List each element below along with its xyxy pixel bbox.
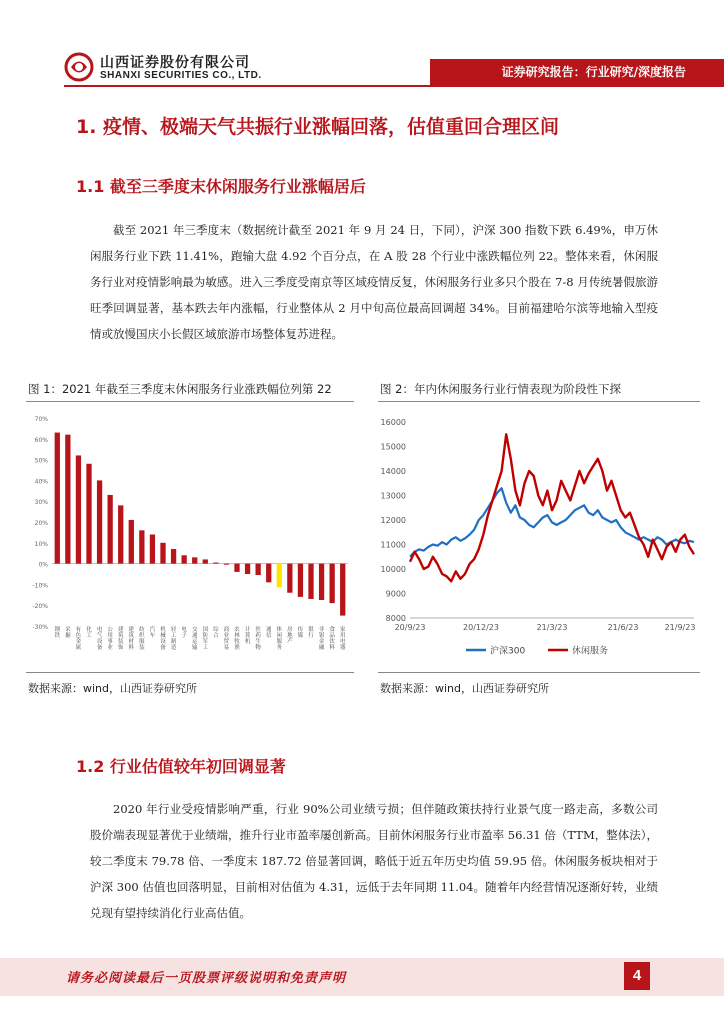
bar — [76, 455, 81, 563]
x-tick-label: 化工 — [86, 627, 92, 639]
x-tick-label: 房地产 — [287, 627, 293, 645]
figure-1-caption: 图 1：2021 年截至三季度末休闲服务行业涨跌幅位列第 22 — [28, 382, 332, 396]
x-tick-label: 机械设备 — [160, 627, 166, 651]
y-tick-label: 60% — [34, 436, 48, 444]
y-tick-label: 10% — [34, 540, 48, 548]
bar — [171, 549, 176, 564]
section-1-title: 1. 疫情、极端天气共振行业涨幅回落，估值重回合理区间 — [76, 116, 560, 138]
x-tick-label: 纺织服装 — [139, 627, 145, 651]
bar — [150, 534, 155, 563]
figure-2-top-rule — [378, 401, 700, 402]
figure-2-bottom-rule — [378, 672, 700, 673]
x-tick-label: 钢铁 — [54, 627, 61, 639]
series-line-leisure — [410, 434, 694, 581]
bar — [245, 564, 250, 574]
bar — [340, 564, 345, 616]
company-name-en: SHANXI SECURITIES CO., LTD. — [100, 70, 262, 81]
y-tick-label: 8000 — [385, 614, 406, 623]
y-tick-label: 10000 — [380, 565, 406, 574]
section-1-2-title: 1.2 行业估值较年初回调显著 — [76, 757, 286, 776]
x-tick-label: 采掘 — [65, 627, 71, 639]
section-1-1-paragraph: 截至 2021 年三季度末（数据统计截至 2021 年 9 月 24 日，下同），沪深 300 指数下跌 6.49%，申万休闲服务行业下跌 11.41%，跑输大盘 4.92 个百分点，在 A 股 28 个行业中涨跌幅位列 22。整体来看，休闲服务行业对疫情影响最为敏感。进入三季度受南京等区域疫情反复，休闲服务行业多只个股在 7-8 月传统暑假旅游旺季回调显著，基本跌去年内涨幅，行业整体从 2 月中旬高位最高回调超 34%。目前福建哈尔滨等地输入型疫情或放慢国庆小长假区域旅游市场整体复苏进程。 — [90, 223, 658, 341]
figure-2-caption: 图 2：年内休闲服务行业行情表现为阶段性下探 — [380, 382, 621, 396]
figure-2-source: 数据来源：wind，山西证券研究所 — [380, 682, 550, 695]
bar — [118, 505, 123, 563]
company-name-cn: 山西证券股份有限公司 — [100, 55, 250, 71]
y-tick-label: 20% — [34, 520, 48, 527]
leisure-vs-hs300-line-chart — [378, 410, 702, 672]
bar — [55, 433, 60, 564]
x-tick-label: 汽车 — [149, 627, 156, 639]
bar — [129, 520, 134, 564]
y-tick-label: 40% — [34, 478, 48, 486]
x-tick-label: 电气设备 — [96, 627, 103, 651]
y-tick-label: 70% — [34, 416, 48, 423]
x-tick-label: 综合 — [213, 627, 219, 639]
x-tick-label: 传媒 — [297, 627, 304, 639]
bar — [224, 564, 229, 565]
x-tick-label: 21/3/23 — [536, 623, 568, 632]
x-tick-label: 20/12/23 — [463, 623, 499, 632]
y-tick-label: 15000 — [380, 442, 406, 452]
bar — [308, 564, 313, 599]
x-tick-label: 计算机 — [244, 627, 251, 645]
bar — [139, 530, 144, 563]
bar — [86, 464, 91, 564]
bar — [213, 563, 218, 564]
bar — [298, 564, 303, 597]
legend-label: 沪深300 — [490, 646, 526, 657]
y-tick-label: 14000 — [380, 467, 406, 476]
bar — [203, 559, 208, 563]
y-tick-label: 9000 — [385, 589, 406, 599]
page-number: 4 — [624, 962, 650, 990]
bar — [108, 495, 113, 564]
x-tick-label: 医药生物 — [255, 627, 261, 651]
figure-1-source: 数据来源：wind，山西证券研究所 — [28, 682, 198, 695]
x-tick-label: 国防军工 — [202, 627, 209, 651]
section-1-2-paragraph: 2020 年行业受疫情影响严重，行业 90%公司业绩亏损；但伴随政策扶持行业景气度一路走高，多数公司股价端表现显著优于业绩端，推升行业市盈率屡创新高。目前休闲服务行业市盈率 56.31 倍（TTM，整体法），较二季度末 79.78 倍、一季度末 187.72 倍显著回调，略低于近五年历史均值 59.95 倍。休闲服务板块相对于沪深 300 估值也回落明显，目前相对估值为 4.31，远低于去年同期 11.04。随着年内经营情况逐渐好转，业绩兑现有望持续消化行业高估值。 — [90, 802, 658, 920]
y-tick-label: 0% — [38, 561, 48, 569]
x-tick-label: 家用电器 — [339, 627, 346, 651]
bar — [65, 435, 70, 564]
y-tick-label: 13000 — [380, 491, 406, 501]
industry-return-bar-chart — [26, 408, 356, 670]
y-tick-label: 11000 — [380, 540, 406, 550]
bar — [330, 564, 335, 604]
x-tick-label: 商业贸易 — [223, 627, 230, 651]
footer-disclaimer: 请务必阅读最后一页股票评级说明和免责声明 — [66, 971, 347, 986]
section-1-1-title: 1.1 截至三季度末休闲服务行业涨幅居后 — [76, 177, 366, 196]
y-tick-label: 30% — [34, 499, 48, 507]
legend-label: 休闲服务 — [572, 646, 609, 657]
report-type-banner: 证券研究报告：行业研究/深度报告 — [430, 59, 724, 85]
x-tick-label: 21/6/23 — [607, 623, 639, 632]
y-tick-label: -30% — [32, 624, 48, 631]
x-tick-label: 银行 — [308, 627, 314, 639]
x-tick-label: 21/9/23 — [664, 623, 696, 632]
bar — [256, 564, 261, 575]
x-tick-label: 20/9/23 — [394, 623, 426, 632]
y-tick-label: -10% — [32, 582, 48, 590]
figure-1-top-rule — [26, 401, 354, 402]
logo-mark-icon — [64, 52, 94, 82]
bar — [234, 564, 239, 572]
bar — [277, 564, 282, 588]
x-tick-label: 交通运输 — [191, 627, 198, 651]
bar — [287, 564, 292, 593]
x-tick-label: 通信 — [265, 627, 272, 639]
x-tick-label: 建筑装饰 — [117, 627, 124, 651]
bar — [97, 480, 102, 563]
company-logo — [64, 52, 94, 82]
x-tick-label: 公用事业 — [107, 627, 113, 651]
figure-1-bottom-rule — [26, 672, 354, 673]
x-tick-label: 轻工制造 — [170, 627, 177, 651]
bar — [182, 555, 187, 563]
x-tick-label: 非银金融 — [318, 627, 325, 651]
x-tick-label: 有色金属 — [75, 627, 82, 651]
y-tick-label: 12000 — [380, 516, 406, 525]
x-tick-label: 建筑材料 — [128, 627, 135, 651]
bar — [319, 564, 324, 600]
x-tick-label: 食品饮料 — [329, 627, 335, 651]
x-tick-label: 农林牧渔 — [234, 627, 240, 651]
bar — [192, 557, 197, 563]
y-tick-label: 50% — [34, 457, 48, 465]
y-tick-label: -20% — [32, 603, 48, 611]
bar — [266, 564, 271, 583]
x-tick-label: 电子 — [181, 627, 187, 639]
y-tick-label: 16000 — [380, 418, 406, 427]
x-tick-label: 休闲服务 — [276, 627, 283, 651]
bar — [160, 543, 165, 564]
header-rule — [64, 85, 724, 87]
